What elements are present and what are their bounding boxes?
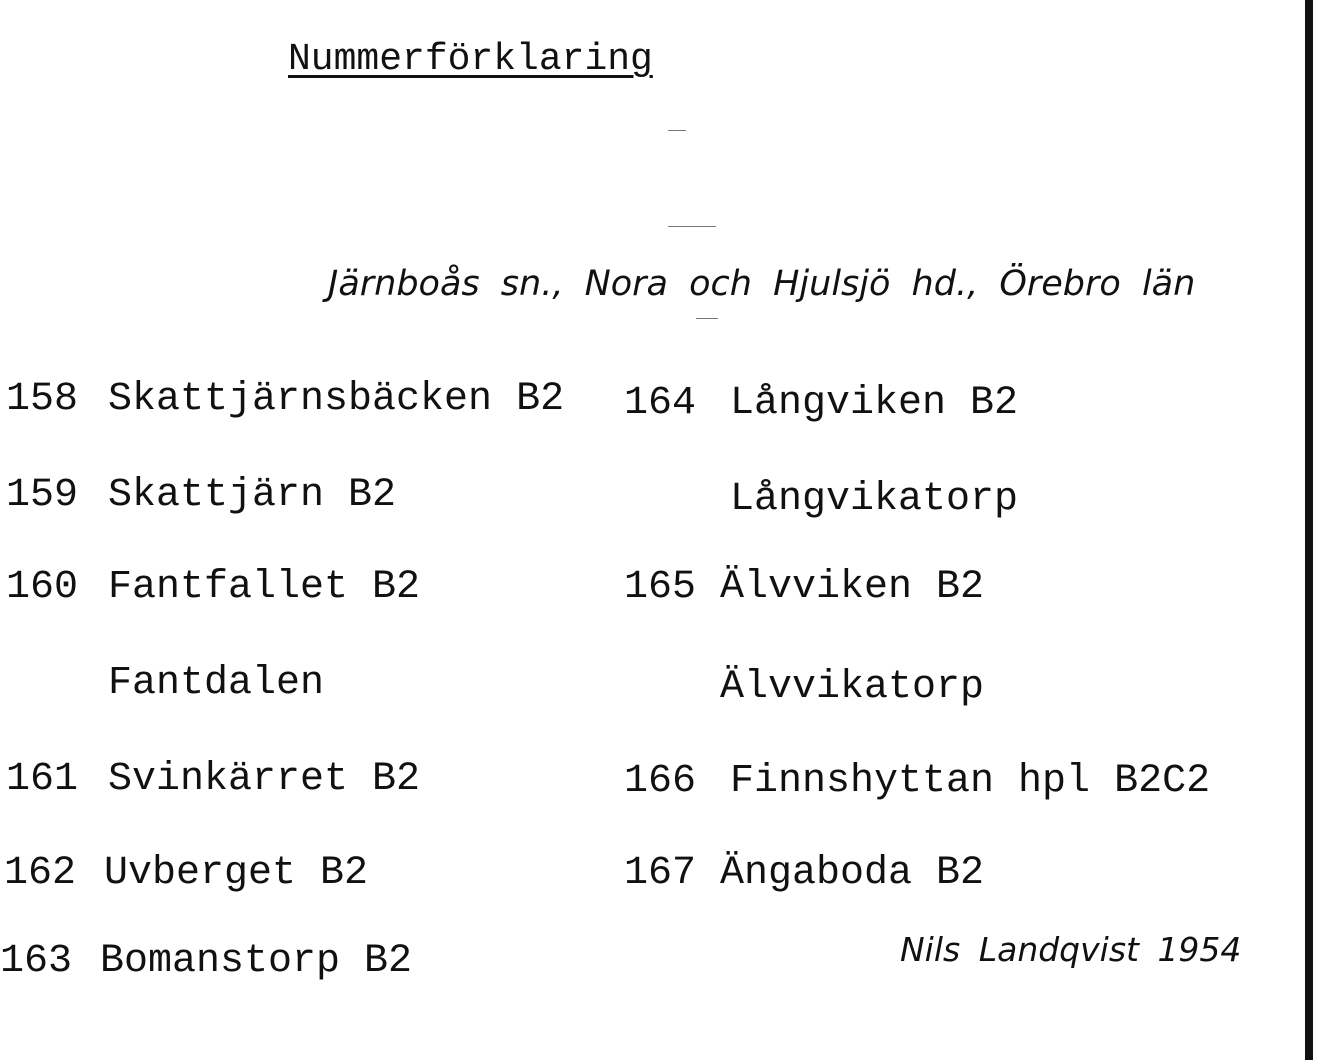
entry-number: 158 xyxy=(6,377,79,422)
entry-name: Skattjärnsbäcken B2 xyxy=(108,377,565,422)
list-item xyxy=(624,851,985,896)
entry-number: 164 xyxy=(624,381,697,426)
entry-number: 166 xyxy=(624,759,697,804)
list-item xyxy=(6,757,421,802)
entry-name: Långviken B2 xyxy=(730,381,1019,426)
scan-mark xyxy=(668,226,716,227)
scan-mark xyxy=(668,130,686,131)
entry-name: Uvberget B2 xyxy=(104,851,369,896)
entry-name: Bomanstorp B2 xyxy=(100,939,413,984)
entry-number: 165 xyxy=(624,565,697,610)
list-item xyxy=(6,377,565,422)
entry-number: 159 xyxy=(6,473,79,518)
entry-name: Svinkärret B2 xyxy=(108,757,421,802)
entry-number: 163 xyxy=(0,939,73,984)
list-item xyxy=(624,381,1019,426)
list-item xyxy=(624,759,1211,804)
entry-number: 167 xyxy=(624,851,697,896)
entry-name: Älvviken B2 xyxy=(720,565,985,610)
entry-name: Skattjärn B2 xyxy=(108,473,397,518)
entry-number: 162 xyxy=(4,851,77,896)
list-item xyxy=(6,565,421,610)
entry-name: Finnshyttan hpl B2C2 xyxy=(730,759,1211,804)
entry-number: 161 xyxy=(6,757,79,802)
parish-subtitle: Järnboås sn., Nora och Hjulsjö hd., Örebro län xyxy=(328,264,1196,304)
entry-name: Fantdalen xyxy=(108,661,325,706)
list-item xyxy=(4,851,369,896)
scan-mark xyxy=(696,318,718,319)
list-item xyxy=(6,473,397,518)
list-item xyxy=(0,939,413,984)
author-signature: Nils Landqvist 1954 xyxy=(900,930,1242,969)
list-item xyxy=(624,565,985,610)
entry-name: Ängaboda B2 xyxy=(720,851,985,896)
entry-name: Älvvikatorp xyxy=(720,665,985,710)
entry-name: Långvikatorp xyxy=(730,477,1019,522)
entry-name: Fantfallet B2 xyxy=(108,565,421,610)
page-title: Nummerförklaring xyxy=(288,38,653,81)
scan-border xyxy=(1305,0,1313,1060)
entry-number: 160 xyxy=(6,565,79,610)
